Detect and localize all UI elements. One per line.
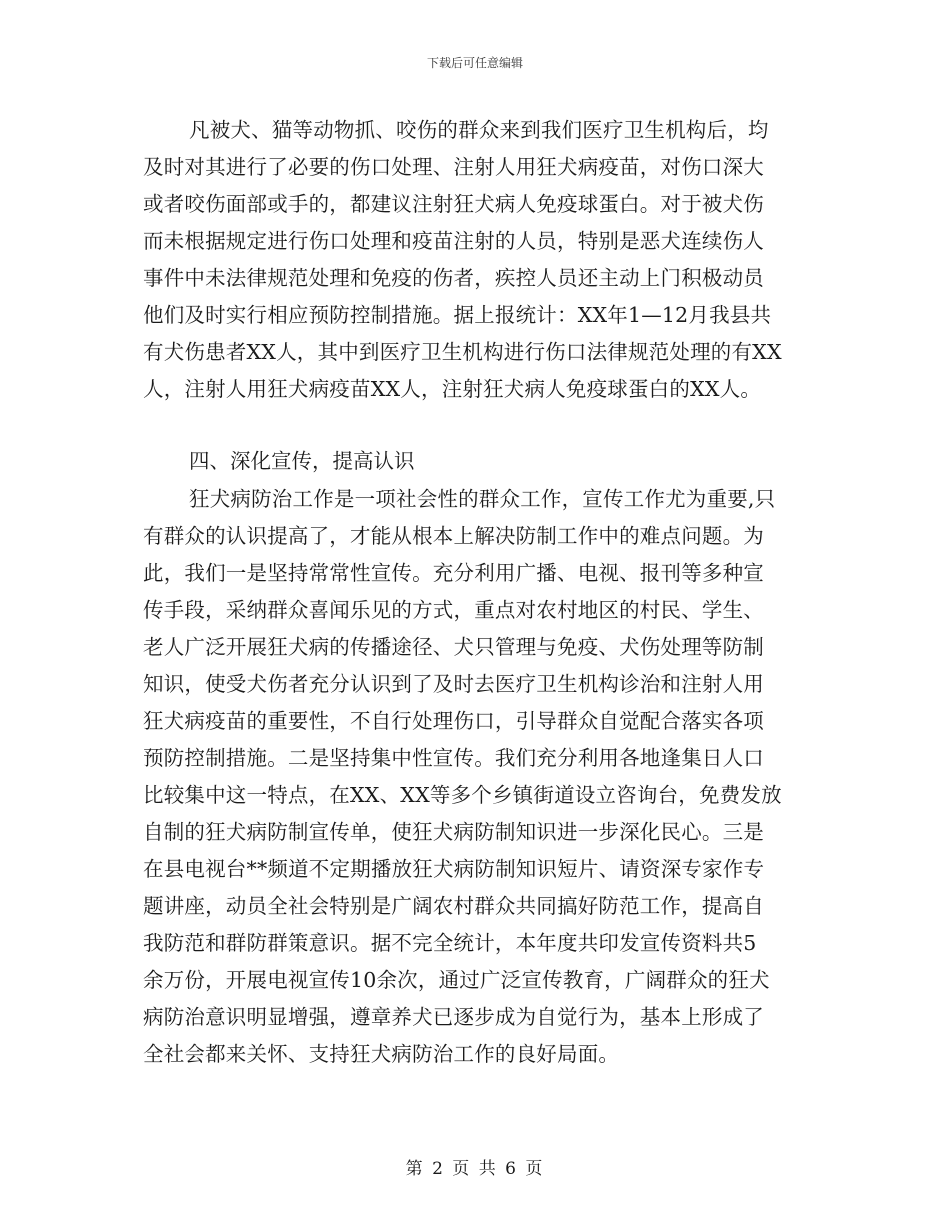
text-line: 有犬伤患者XX人，其中到医疗卫生机构进行伤口法律规范处理的有XX — [143, 340, 782, 364]
text-line: 或者咬伤面部或手的，都建议注射狂犬病人免疫球蛋白。对于被犬伤 — [143, 192, 764, 216]
text-line: 事件中未法律规范处理和免疫的伤者，疾控人员还主动上门积极动员 — [143, 266, 764, 290]
text-line: 全社会都来关怀、支持狂犬病防治工作的良好局面。 — [143, 1042, 620, 1066]
paragraph-publicity — [143, 481, 807, 1073]
text-line: 狂犬病疫苗的重要性，不自行处理伤口，引导群众自觉配合落实各项 — [143, 709, 764, 733]
text-line: 及时对其进行了必要的伤口处理、注射人用狂犬病疫苗，对伤口深大 — [143, 155, 764, 179]
text-line: 狂犬病防治工作是一项社会性的群众工作，宣传工作尤为重要,只 — [189, 487, 776, 511]
text-line: 凡被犬、猫等动物抓、咬伤的群众来到我们医疗卫生机构后，均 — [189, 118, 769, 142]
page-header: 下载后可任意编辑 — [426, 56, 523, 70]
paragraph-dog-bite-treatment — [143, 112, 807, 408]
page-number: 第 2 页 共 6 页 — [405, 1159, 545, 1179]
text-line: 此，我们一是坚持常常性宣传。充分利用广播、电视、报刊等多种宣 — [143, 561, 764, 585]
text-line: 有群众的认识提高了，才能从根本上解决防制工作中的难点问题。为 — [143, 524, 764, 548]
text-line: 余万份，开展电视宣传10余次，通过广泛宣传教育，广阔群众的狂犬 — [143, 968, 770, 992]
text-line: 病防治意识明显增强，遵章养犬已逐步成为自觉行为，基本上形成了 — [143, 1005, 764, 1029]
text-line: 预防控制措施。二是坚持集中性宣传。我们充分利用各地逢集日人口 — [143, 746, 764, 770]
text-line: 而未根据规定进行伤口处理和疫苗注射的人员，特别是恶犬连续伤人 — [143, 229, 764, 253]
text-line: 知识，使受犬伤者充分认识到了及时去医疗卫生机构诊治和注射人用 — [143, 672, 764, 696]
text-line: 我防范和群防群策意识。据不完全统计，本年度共印发宣传资料共5 — [143, 931, 757, 955]
text-line: 题讲座，动员全社会特别是广阔农村群众共同搞好防范工作，提高自 — [143, 894, 764, 918]
text-line: 自制的狂犬病防制宣传单，使狂犬病防制知识进一步深化民心。三是 — [143, 820, 764, 844]
section-heading: 四、深化宣传，提高认识 — [189, 449, 415, 473]
text-line: 传手段，采纳群众喜闻乐见的方式，重点对农村地区的村民、学生、 — [143, 598, 764, 622]
text-line: 在县电视台**频道不定期播放狂犬病防制知识短片、请资深专家作专 — [143, 857, 765, 881]
text-line: 他们及时实行相应预防控制措施。据上报统计：XX年1—12月我县共 — [143, 303, 772, 327]
text-line: 人，注射人用狂犬病疫苗XX人，注射狂犬病人免疫球蛋白的XX人。 — [143, 377, 762, 401]
text-line: 比较集中这一特点，在XX、XX等多个乡镇街道设立咨询台，免费发放 — [143, 783, 782, 807]
text-line: 老人广泛开展狂犬病的传播途径、犬只管理与免疫、犬伤处理等防制 — [143, 635, 764, 659]
